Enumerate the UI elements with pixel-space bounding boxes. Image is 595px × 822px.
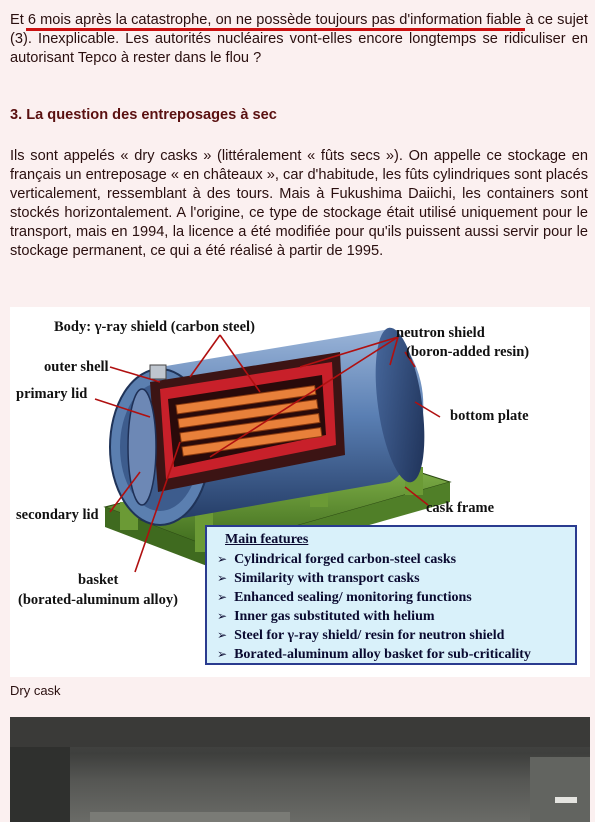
feature-item: ➢ Cylindrical forged carbon-steel casks	[217, 550, 565, 569]
label-primary-lid: primary lid	[16, 386, 88, 402]
dry-cask-photo	[10, 717, 590, 822]
label-outer-shell: outer shell	[44, 359, 109, 375]
section-heading: 3. La question des entreposages à sec	[10, 107, 277, 123]
main-features-title: Main features	[225, 532, 309, 547]
feature-item: ➢ Inner gas substituted with helium	[217, 607, 565, 626]
intro-paragraph	[10, 11, 588, 68]
label-neutron-shield: neutron shield	[396, 325, 485, 341]
main-features-list	[217, 550, 565, 664]
label-cask-frame: cask frame	[426, 500, 495, 516]
feature-item: ➢ Borated-aluminum alloy basket for sub-criticality	[217, 645, 565, 664]
label-body: Body: γ-ray shield (carbon steel)	[54, 319, 255, 335]
body-paragraph: Ils sont appelés « dry casks » (littéralement « fûts secs »). On appelle ce stockage en français un entreposage « en châteaux », car d'habitude, les fûts cylindriques sont placés verticalement, ressemblant à des tours. Mais à Fukushima Daiichi, les containers sont stockés horizontalement. A l'origine, ce type de stockage était utilisé uniquement pour le transport, mais en 1994, la licence a été modifiée pour qu'ils puissent aussi servir pour le stockage permanent, ce qui a été réalisé à partir de 1995.	[10, 148, 588, 259]
label-bottom-plate: bottom plate	[450, 408, 529, 424]
dry-cask-diagram	[10, 307, 590, 677]
feature-item: ➢ Similarity with transport casks	[217, 569, 565, 588]
underlined-link[interactable]: 6 mois après la catastrophe, on ne possède toujours pas d'information fiable	[27, 12, 522, 28]
feature-item: ➢ Enhanced sealing/ monitoring functions	[217, 588, 565, 607]
feature-item: ➢ Steel for γ-ray shield/ resin for neutron shield	[217, 626, 565, 645]
photo-scene	[10, 717, 590, 822]
label-basket: basket	[78, 572, 119, 588]
figure-caption: Dry cask	[10, 683, 61, 698]
intro-text-before: Et	[10, 12, 28, 28]
label-secondary-lid: secondary lid	[16, 507, 99, 523]
intro-text-after: à ce sujet (3). Inexplicable. Les autorités nucléaires vont-elles encore longtemps se ridiculiser en autorisant Tepco à rester dans le flou ?	[10, 12, 588, 66]
main-features-box	[205, 525, 577, 665]
label-boron-resin: (boron-added resin)	[406, 344, 530, 360]
label-borated-aluminum: (borated-aluminum alloy)	[18, 592, 178, 608]
